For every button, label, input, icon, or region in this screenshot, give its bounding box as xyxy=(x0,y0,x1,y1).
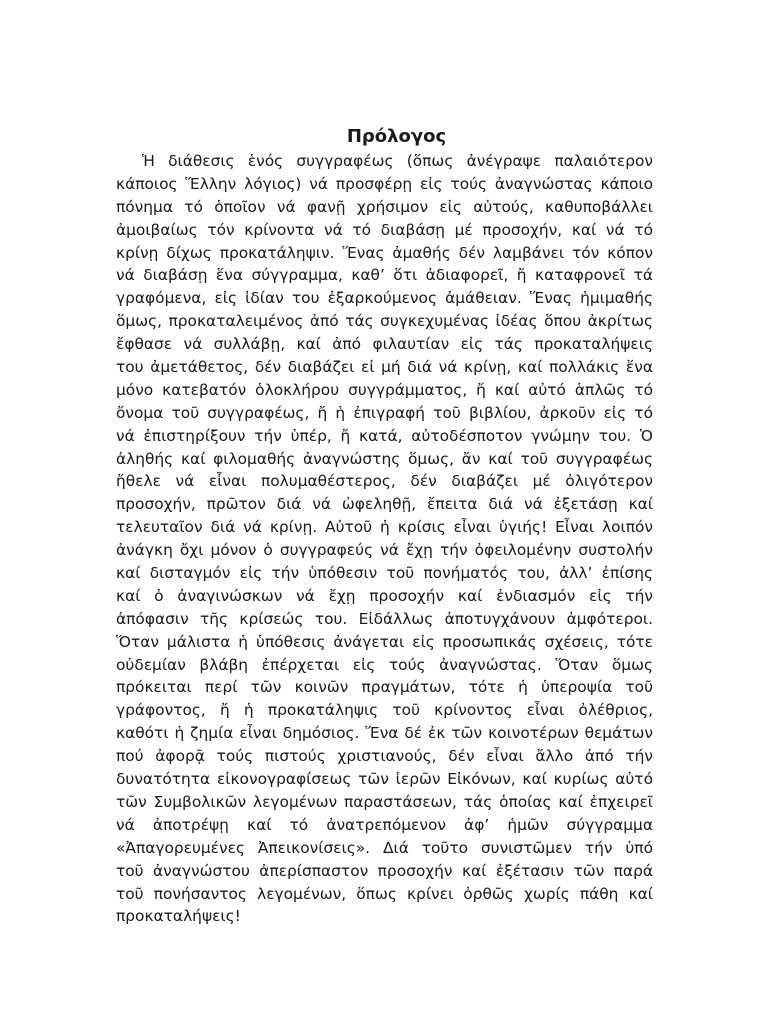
text-line: Ἡ διάθεσις ἑνός συγγραφέως (ὅπως ἀνέγραψε παλαιότερον xyxy=(142,152,653,170)
text-line: ἔφθασε νά συλλάβῃ, καί ἀπό φιλαυτίαν εἰς τάς προκαταλήψεις xyxy=(116,335,653,354)
text-line: μόνο κατεβατόν ὁλοκλήρου συγγράμματος, ἤ καί αὐτό ἁπλῶς τό xyxy=(116,380,653,399)
text-line: ὅμως, προκαταλειμένος ἀπό τάς συγκεχυμένας ἰδέας ὅπου ἀκρίτως xyxy=(116,312,653,331)
text-line: καί ὁ ἀναγινώσκων νά ἔχῃ προσοχήν καί ἐνδιασμόν εἰς τήν xyxy=(116,586,653,605)
text-line: ἤθελε νά εἶναι πολυμαθέστερος, δέν διαβάζει μέ ὀλιγότερον xyxy=(116,472,653,491)
text-line: «Ἀπαγορευμένες Ἀπεικονίσεις». Διά τοῦτο συνιστῶμεν τήν ὑπό xyxy=(116,838,653,857)
text-line: καί δισταγμόν εἰς τήν ὑπόθεσιν τοῦ πονήματός του, ἀλλ’ ἐπίσης xyxy=(116,564,653,583)
text-line: γράφοντος, ἤ ἡ προκατάληψις τοῦ κρίνοντος εἶναι ὀλέθριος, xyxy=(116,701,653,720)
text-line: καθότι ἡ ζημία εἶναι δημόσιος. Ἕνα δέ ἐκ τῶν κοινοτέρων θεμάτων xyxy=(116,724,653,743)
text-line: οὐδεμίαν βλάβη ἐπέρχεται εἰς τούς ἀναγνώστας. Ὅταν ὅμως xyxy=(116,655,653,674)
text-line: ἀπόφασιν τῆς κρίσεώς του. Εἰδάλλως ἀποτυγχάνουν ἀμφότεροι. xyxy=(116,609,653,628)
text-line: κρίνῃ δίχως προκατάληψιν. Ἕνας ἀμαθής δέν λαμβάνει τόν κόπον xyxy=(116,243,653,262)
text-line: τελευταῖον διά νά κρίνῃ. Αὐτοῦ ἡ κρίσις εἶναι ὑγιής! Εἶναι λοιπόν xyxy=(116,518,653,537)
prologue-paragraph xyxy=(116,150,653,928)
document-page xyxy=(116,124,653,928)
text-line: του ἀμετάθετος, δέν διαβάζει εἰ μή διά νά κρίνῃ, καί πολλάκις ἕνα xyxy=(116,358,653,377)
text-line: ὄνομα τοῦ συγγραφέως, ἤ ἡ ἐπιγραφή τοῦ βιβλίου, ἀρκοῦν εἰς τό xyxy=(116,403,653,422)
text-line: νά διαβάσῃ ἕνα σύγγραμμα, καθ’ ὅτι ἀδιαφορεῖ, ἤ καταφρονεῖ τά xyxy=(116,266,653,285)
text-line: γραφόμενα, εἰς ἰδίαν του ἐξαρκούμενος ἀμάθειαν. Ἕνας ἡμιμαθής xyxy=(116,289,653,308)
text-line: προκαταλήψεις! xyxy=(116,907,241,926)
text-line: πρόκειται περί τῶν κοινῶν πραγμάτων, τότε ἡ ὑπεροψία τοῦ xyxy=(116,678,653,697)
document-title: Πρόλογος xyxy=(346,126,447,147)
text-line: κάποιος Ἕλλην λόγιος) νά προσφέρῃ εἰς τούς ἀναγνώστας κάποιο xyxy=(116,174,653,193)
text-line: δυνατότητα εἰκονογραφίσεως τῶν ἱερῶν Εἰκόνων, καί κυρίως αὐτό xyxy=(116,770,653,789)
text-line: ἀμοιβαίως τόν κρίνοντα νά τό διαβάσῃ μέ προσοχήν, καί νά τό xyxy=(116,220,653,239)
text-line: τοῦ ἀναγνώστου ἀπερίσπαστον προσοχήν καί ἐξέτασιν τῶν παρά xyxy=(116,861,653,880)
text-line: ἀληθής καί φιλομαθής ἀναγνώστης ὅμως, ἄν καί τοῦ συγγραφέως xyxy=(116,449,653,468)
text-line: νά ἀποτρέψῃ καί τό ἀνατρεπόμενον ἀφ’ ἡμῶν σύγγραμμα xyxy=(116,815,653,834)
text-line: προσοχήν, πρῶτον διά νά ὠφεληθῇ, ἔπειτα διά νά ἐξετάσῃ καί xyxy=(116,495,653,514)
text-line: πού ἀφορᾷ τούς πιστούς χριστιανούς, δέν εἶναι ἄλλο ἀπό τήν xyxy=(116,747,653,766)
text-line: νά ἐπιστηρίξουν τήν ὑπέρ, ἤ κατά, αὐτοδέσποτον γνώμην του. Ὁ xyxy=(116,426,653,445)
text-line: τῶν Συμβολικῶν λεγομένων παραστάσεων, τάς ὁποίας καί ἐπχειρεῖ xyxy=(116,792,653,811)
text-line: Ὅταν μάλιστα ἡ ὑπόθεσις ἀνάγεται εἰς προσωπικάς σχέσεις, τότε xyxy=(116,632,653,651)
text-line: πόνημα τό ὁποῖον νά φανῇ χρήσιμον εἰς αὐτούς, καθυποβάλλει xyxy=(116,197,653,216)
text-line: τοῦ πονήσαντος λεγομένων, ὅπως κρίνει ὀρθῶς χωρίς πάθη καί xyxy=(116,884,653,903)
text-line: ἀνάγκη ὄχι μόνον ὁ συγγραφεύς νά ἔχῃ τήν ὀφειλομένην συστολήν xyxy=(116,541,653,560)
